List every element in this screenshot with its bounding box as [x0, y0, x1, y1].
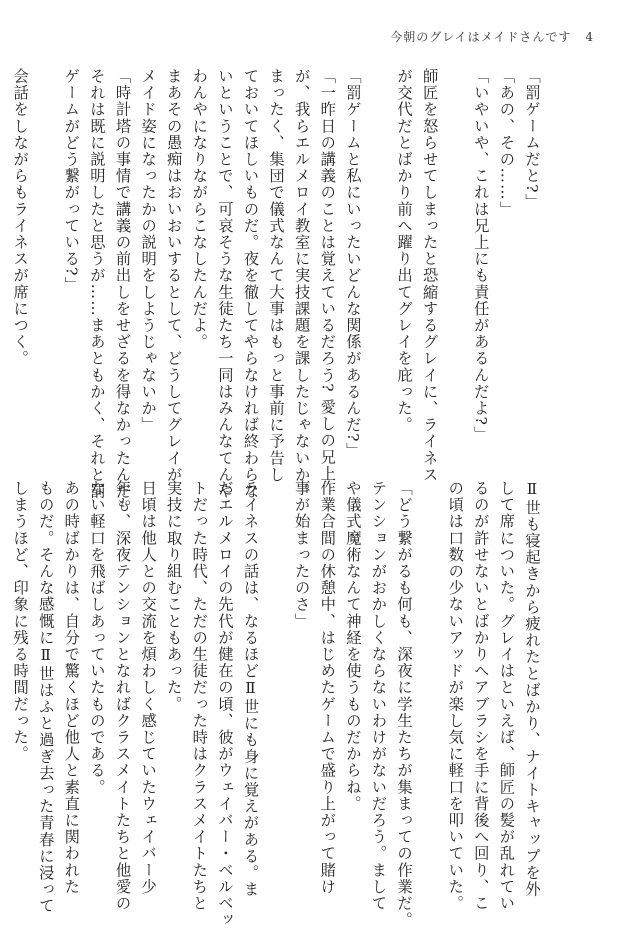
- text-line: 「どう繋がるも何も、深夜に学生たちが集まっての作業だ。: [395, 480, 414, 928]
- text-line: トだった時代、ただの生徒だった時はクラスメイトたちと: [190, 480, 209, 912]
- text-line: テンションがおかしくならないわけがないだろう。まして: [369, 480, 388, 912]
- page-number: 4: [585, 30, 594, 44]
- text-line: 事が始まったのさ」: [292, 480, 311, 630]
- text-line: が交代だとばかり前へ躍り出てグレイを庇った。: [395, 68, 414, 434]
- text-line: 「あの、その……」: [497, 68, 516, 218]
- text-block-top: [7, 68, 544, 517]
- text-line: ておいてほしいものだ。夜を徹してやらなければ終わらな: [241, 68, 260, 500]
- text-line: や儀式魔術なんて神経を使うものだからね。: [343, 480, 362, 812]
- text-line: 日頃は他人との交流を煩わしく感じていたウェイバー少: [139, 480, 158, 895]
- paragraph-gap: [365, 68, 391, 438]
- text-line: しまうほど、印象に残る時間だった。: [11, 480, 30, 763]
- paragraph-gap: [32, 68, 58, 438]
- running-header: [390, 28, 594, 45]
- text-line: あの時ばかりは、自分で驚くほど他人と素直に関われた: [62, 480, 81, 895]
- text-line: るのが許せないとばかりへアブラシを手に背後へ回り、こ: [471, 480, 490, 912]
- text-line: 「時計塔の事情で講義の前出しをせざるを得なかったんだ。: [113, 68, 132, 517]
- text-line: 「罰ゲームだと?」: [523, 68, 541, 211]
- text-line: 師匠を怒らせてしまったと恐縮するグレイに、ライネス: [420, 68, 439, 483]
- paragraph-gap: [416, 480, 442, 850]
- text-line: ものだ。そんな感慨にⅡ世はふと過ぎ去った青春に浸って: [36, 480, 55, 915]
- text-line: ライネスの話は、なるほどⅡ世にも身に覚えがある。ま: [241, 480, 260, 898]
- paragraph-gap: [442, 68, 468, 438]
- text-line: の頃は口数の少ないアッドが楽し気に軽口を叩いていた。: [446, 480, 465, 912]
- text-line: 「一昨日の講義のことは覚えているだろう? 愛しの兄上: [318, 68, 337, 483]
- text-line: して席についた。グレイはといえば、師匠の髪が乱れてい: [497, 480, 516, 912]
- text-line: 年も、深夜テンションとなればクラスメイトたちと他愛の: [113, 480, 132, 912]
- text-line: ない軽口を飛ばしあっていたものである。: [87, 480, 106, 796]
- text-line: ゲームがどう繋がっている?」: [62, 68, 81, 294]
- text-line: メイド姿になったかの説明をしようじゃないか」: [139, 68, 158, 434]
- running-title: 今朝のグレイはメイドさんです: [390, 30, 572, 44]
- text-line: 実技に取り組むこともあった。: [164, 480, 183, 713]
- text-line: まったく、集団で儀式なんて大事はもっと事前に予告し: [267, 68, 286, 483]
- text-line: 会話をしながらもライネスが席につく。: [11, 68, 30, 367]
- text-line: それは既に説明したと思うが……まあともかく、それと罰: [87, 68, 106, 500]
- text-line: 作業合間の休憩中、はじめたゲームで盛り上がって賭け: [318, 480, 337, 895]
- text-line: Ⅱ世も寝起きから疲れたとばかり、ナイトキャップを外: [523, 480, 541, 898]
- text-line: わんやになりながらこなしたんだよ。: [190, 68, 209, 351]
- text-line: が、我らエルメロイ教室に実技課題を課したじゃないか。: [292, 68, 311, 500]
- text-line: 「いやいや、これは兄上にも責任があるんだよ?」: [471, 68, 490, 443]
- text-line: いということで、可哀そうな生徒たち一同はみんなてんや: [215, 68, 234, 500]
- text-line: だエルメロイの先代が健在の頃、彼がウェイバー・ベルベッ: [215, 480, 234, 928]
- text-block-bottom: [7, 480, 544, 928]
- text-line: まあその愚痴はおいおいするとして、どうしてグレイが: [164, 68, 183, 483]
- paragraph-gap: [262, 480, 288, 850]
- text-line: 「罰ゲームと私にいったいどんな関係があるんだ?」: [343, 68, 362, 460]
